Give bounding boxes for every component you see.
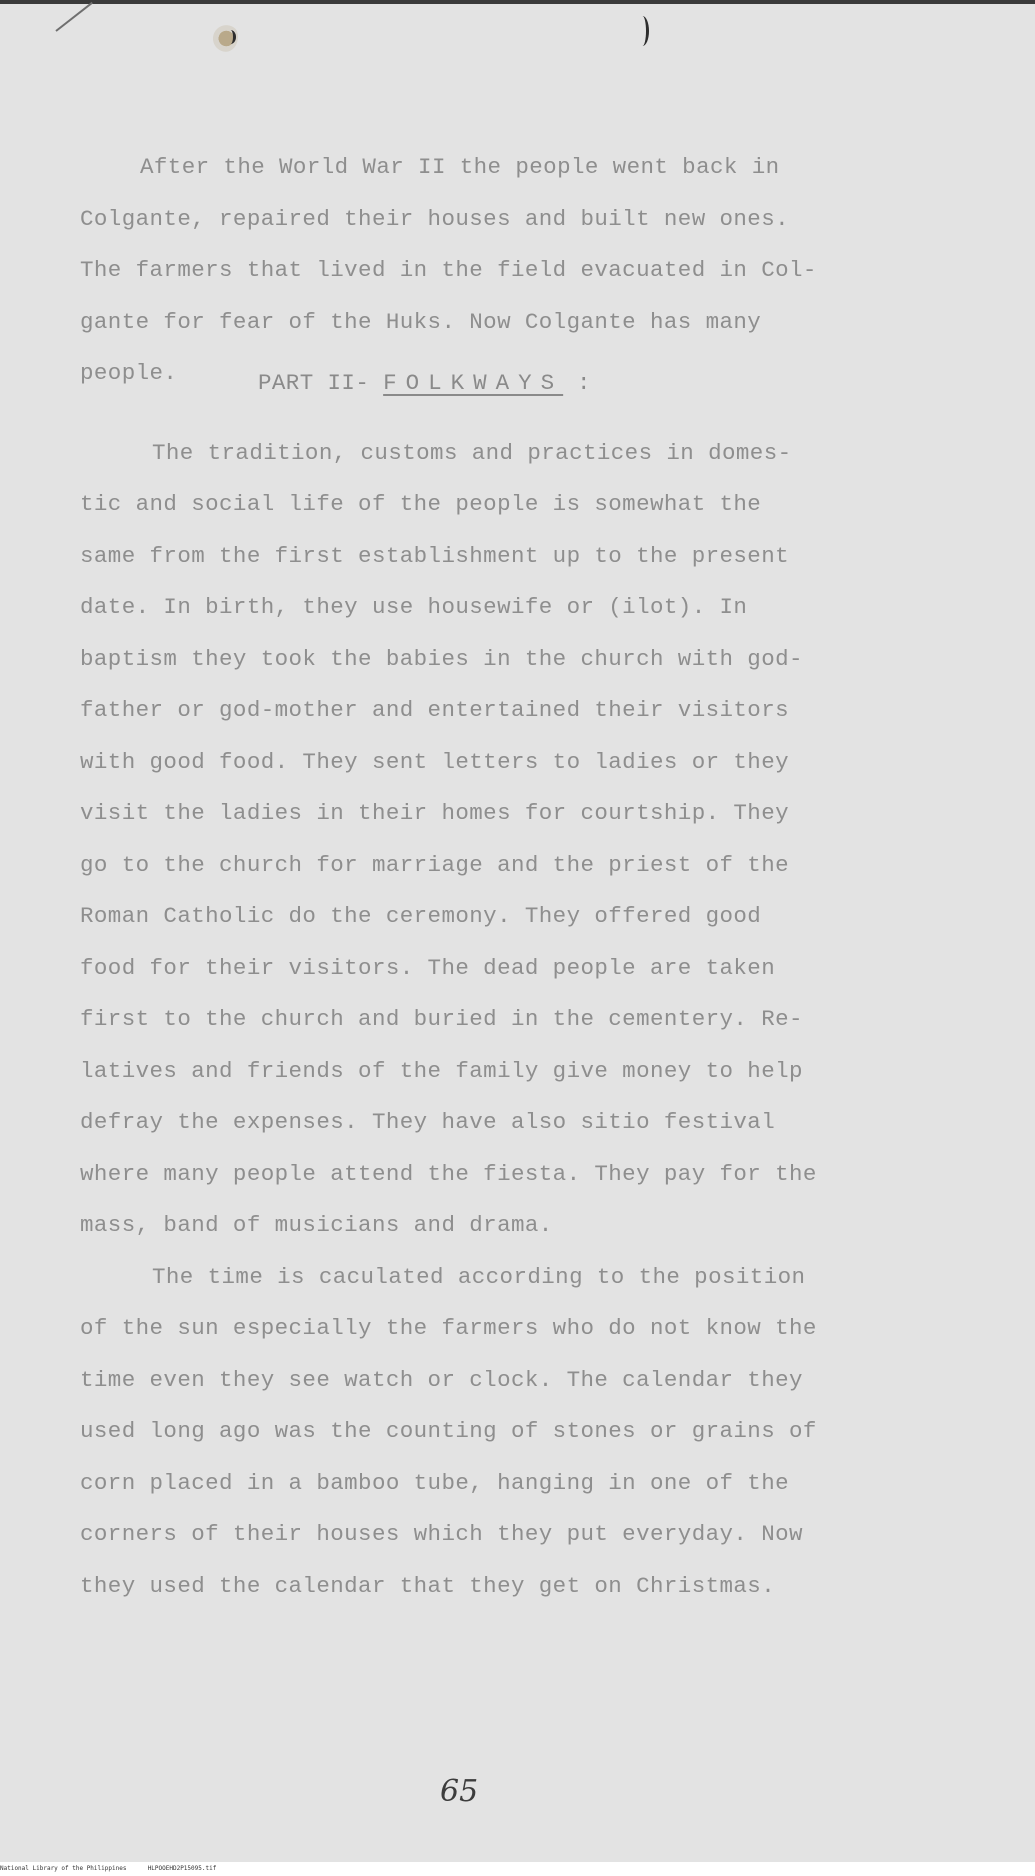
text-line: tic and social life of the people is somewhat the (80, 491, 762, 517)
text-line: used long ago was the counting of stones or grains of (80, 1418, 817, 1444)
text-line: mass, band of musicians and drama. (80, 1212, 553, 1238)
text-line: Roman Catholic do the ceremony. They offered good (80, 903, 762, 929)
text-line: latives and friends of the family give money to help (80, 1057, 803, 1084)
text-line: defray the expenses. They have also sitio festival (80, 1109, 776, 1135)
pencil-mark (55, 2, 92, 32)
text-line: time even they see watch or clock. The calendar they (80, 1366, 803, 1393)
text-line: first to the church and buried in the cementery. Re- (80, 1006, 803, 1032)
text-line: where many people attend the fiesta. They pay for the (80, 1160, 817, 1187)
page-number: 65 (440, 1774, 479, 1809)
heading-folkways: FOLKWAYS (383, 370, 564, 396)
text-line: baptism they took the babies in the church with god- (80, 645, 803, 672)
text-line: of the sun especially the farmers who do not know the (80, 1315, 817, 1341)
text-line: date. In birth, they use housewife or (ilot). In (80, 594, 748, 620)
text-line: people. (80, 360, 178, 386)
text-line: go to the church for marriage and the priest of the (80, 851, 790, 878)
text-line: corners of their houses which they put everyday. Now (80, 1521, 803, 1547)
text-line: Colgante, repaired their houses and built new ones. (80, 205, 790, 232)
section-heading (258, 370, 591, 396)
text-line: corn placed in a bamboo tube, hanging in one of the (80, 1469, 790, 1496)
punch-hole-icon (212, 22, 238, 52)
text-line: The time is caculated according to the position (152, 1263, 806, 1290)
punch-hole-icon (632, 14, 652, 48)
body-text (80, 142, 890, 1612)
heading-suffix: : (563, 370, 591, 396)
footer-source: National Library of the Philippines (0, 1865, 127, 1872)
scan-footer (0, 1862, 1035, 1876)
text-line: visit the ladies in their homes for courtship. They (80, 800, 790, 826)
text-line: father or god-mother and entertained their visitors (80, 697, 790, 723)
text-line: After the World War II the people went back in (140, 154, 780, 180)
paragraph-3 (80, 1252, 890, 1613)
text-line: The farmers that lived in the field evacuated in Col- (80, 257, 817, 283)
text-line: The tradition, customs and practices in domes- (152, 439, 792, 466)
text-line: same from the first establishment up to the present (80, 542, 790, 569)
text-line: gante for fear of the Huks. Now Colgante has many (80, 308, 762, 335)
heading-prefix: PART II- (258, 370, 384, 396)
paragraph-2 (80, 428, 890, 1252)
text-line: they used the calendar that they get on Christmas. (80, 1572, 776, 1599)
paragraph-1 (80, 142, 890, 400)
text-line: with good food. They sent letters to ladies or they (80, 748, 790, 775)
footer-file: HLPOOEHD2P15095.tif (147, 1865, 217, 1872)
text-line: food for their visitors. The dead people are taken (80, 954, 776, 981)
